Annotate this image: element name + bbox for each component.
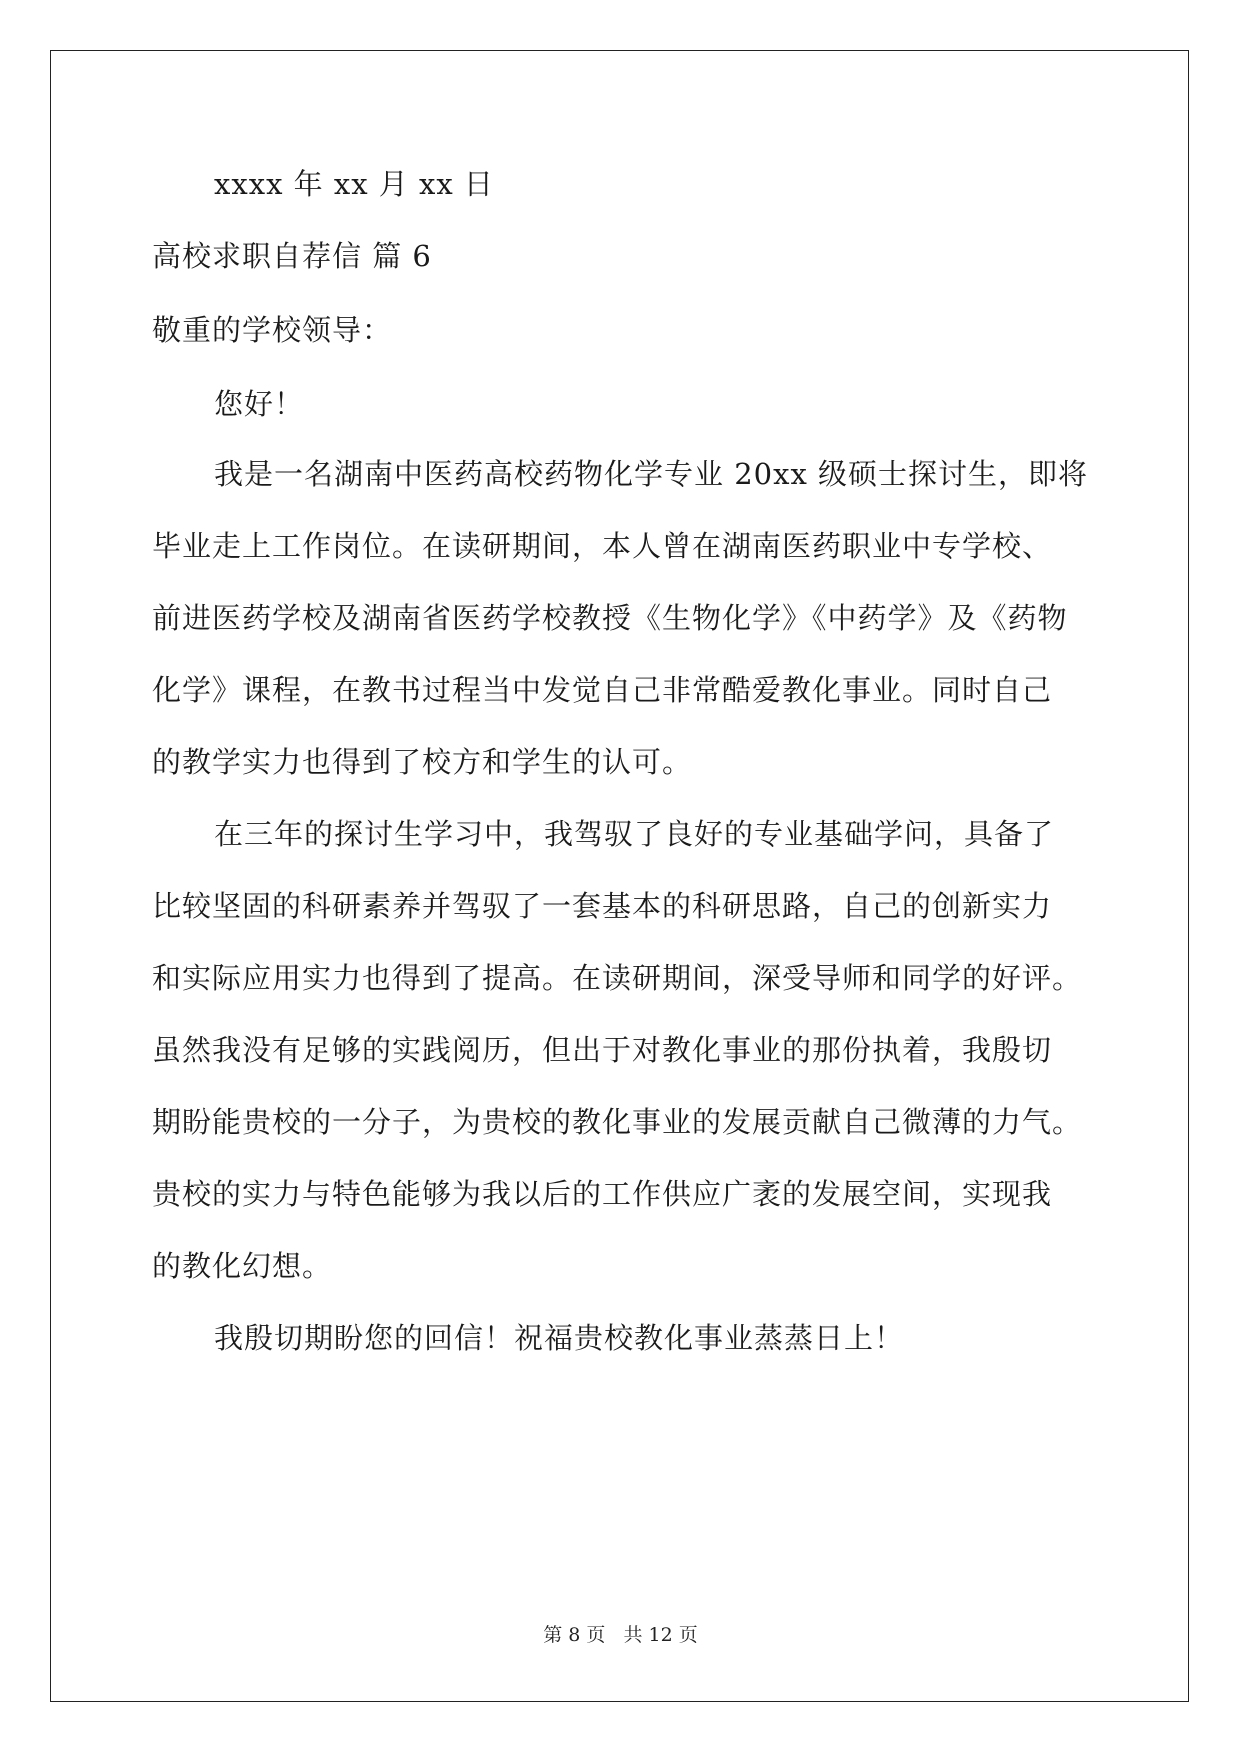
paragraph-2-line-4: 虽然我没有足够的实践阅历，但出于对教化事业的那份执着，我殷切	[152, 1033, 1053, 1067]
paragraph-2-line-2: 比较坚固的科研素养并驾驭了一套基本的科研思路，自己的创新实力	[152, 889, 1053, 923]
paragraph-2-line-5: 期盼能贵校的一分子，为贵校的教化事业的发展贡献自己微薄的力气。	[152, 1105, 1083, 1139]
letter-title: 高校求职自荐信 篇 6	[152, 239, 432, 273]
page-total: 共 12 页	[623, 1624, 698, 1646]
date-line: xxxx 年 xx 月 xx 日	[214, 167, 494, 201]
greeting: 您好！	[214, 387, 305, 421]
paragraph-2-line-3: 和实际应用实力也得到了提高。在读研期间，深受导师和同学的好评。	[152, 961, 1083, 995]
paragraph-3-line-1: 我殷切期盼您的回信！祝福贵校教化事业蒸蒸日上！	[214, 1321, 905, 1355]
paragraph-2-line-6: 贵校的实力与特色能够为我以后的工作供应广袤的发展空间，实现我	[152, 1177, 1053, 1211]
salutation: 敬重的学校领导：	[152, 313, 393, 347]
paragraph-1-line-5: 的教学实力也得到了校方和学生的认可。	[152, 745, 693, 779]
paragraph-1-line-2: 毕业走上工作岗位。在读研期间，本人曾在湖南医药职业中专学校、	[152, 529, 1053, 563]
page-footer	[0, 1620, 1241, 1647]
paragraph-1-line-1: 我是一名湖南中医药高校药物化学专业 20xx 级硕士探讨生，即将	[214, 457, 1089, 491]
page-number: 第 8 页	[543, 1624, 606, 1646]
paragraph-2-line-1: 在三年的探讨生学习中，我驾驭了良好的专业基础学问，具备了	[214, 817, 1055, 851]
page-border	[50, 50, 1189, 1702]
paragraph-2-line-7: 的教化幻想。	[152, 1249, 333, 1283]
paragraph-1-line-4: 化学》课程，在教书过程当中发觉自己非常酷爱教化事业。同时自己	[152, 673, 1053, 707]
paragraph-1-line-3: 前进医药学校及湖南省医药学校教授《生物化学》《中药学》及《药物	[152, 601, 1068, 635]
